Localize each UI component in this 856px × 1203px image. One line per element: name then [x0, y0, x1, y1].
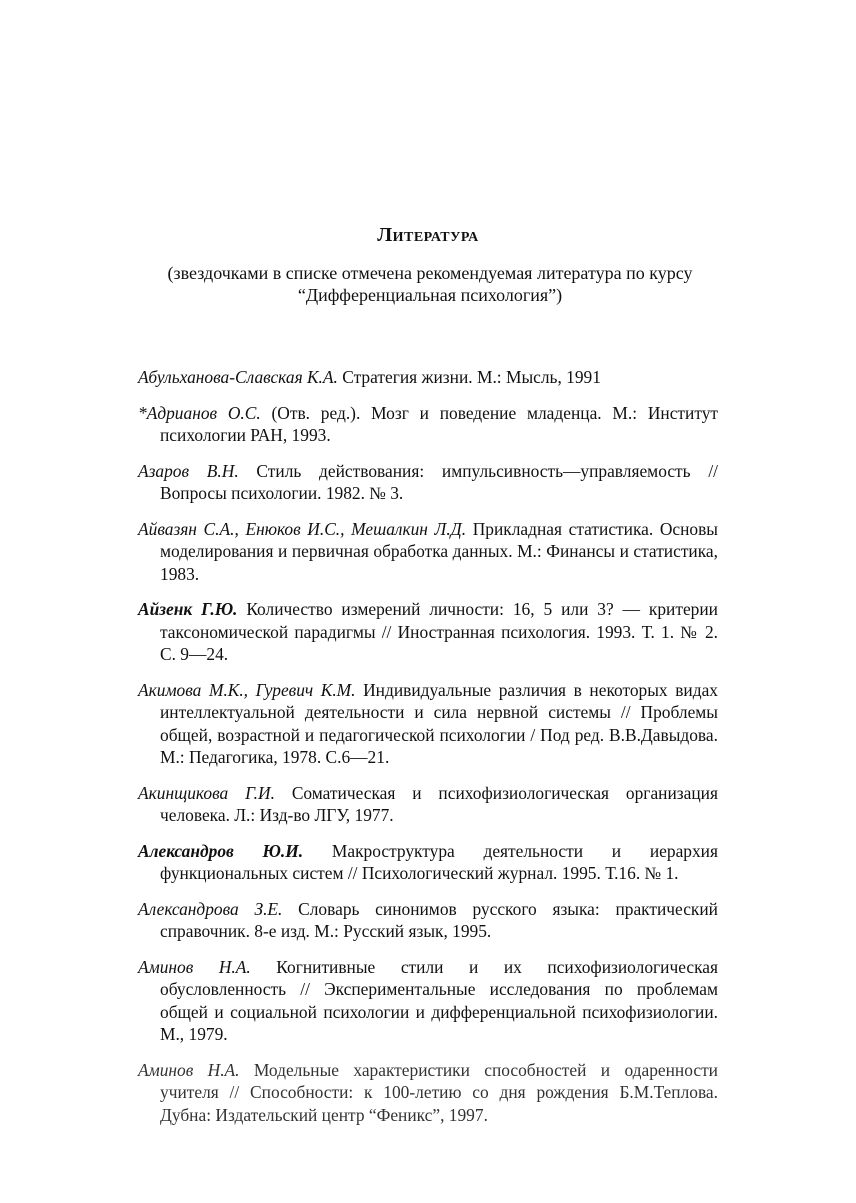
reference-authors: Александров Ю.И.: [138, 840, 304, 861]
reference-authors: Акинщикова Г.И.: [138, 782, 275, 803]
reference-item: [138, 956, 718, 1046]
reference-item: [138, 518, 718, 586]
reference-authors: Айвазян С.А., Енюков И.С., Мешалкин Л.Д.: [138, 518, 467, 539]
reference-item: [138, 366, 718, 389]
reference-item: [138, 898, 718, 943]
reference-text: Словарь синонимов русского языка: практический справочник. 8-е изд. М.: Русский язык, 1995.: [160, 898, 718, 941]
page-title: Литература: [377, 224, 479, 246]
reference-authors: Абульханова-Славская К.А.: [138, 367, 338, 387]
reference-item: [138, 840, 718, 885]
reference-authors: Айзенк Г.Ю.: [138, 599, 238, 619]
reference-text: Количество измерений личности: 16, 5 или 3? — критерии таксономической парадигмы // Иностранная психология. 1993. Т. 1. № 2. С. 9—24.: [160, 599, 718, 664]
reference-text: Модельные характеристики способностей и одаренности учителя // Способности: к 100-летию со дня рождения Б.М.Теплова. Дубна: Издательский центр “Феникс”, 1997.: [160, 1059, 718, 1125]
reference-text: Прикладная статистика. Основы моделирования и первичная обработка данных. М.: Финансы и статистика, 1983.: [160, 518, 718, 584]
reference-authors: Азаров В.Н.: [138, 460, 239, 481]
reference-authors: Акимова М.К., Гуревич К.М.: [138, 679, 356, 700]
reference-item: [138, 402, 718, 447]
page-subtitle: (звездочками в списке отмечена рекомендуемая литература по курсу “Дифференциальная психология”): [167, 263, 693, 305]
reference-item: [138, 1059, 718, 1127]
reference-item: [138, 782, 718, 827]
reference-text: Макроструктура деятельности и иерархия функциональных систем // Психологический журнал. 1995. Т.16. № 1.: [160, 840, 718, 883]
reference-authors: Аминов Н.А.: [138, 956, 251, 977]
reference-item: [138, 460, 718, 505]
reference-text: Индивидуальные различия в некоторых видах интеллектуальной деятельности и сила нервной системы // Проблемы общей, возрастной и педагогической психологии / Под ред. В.В.Давыдова. М.: Педагогика, 1978. С.6—21.: [160, 679, 718, 767]
reference-list: [138, 366, 718, 1139]
reference-text: Стиль действования: импульсивность—управляемость // Вопросы психологии. 1982. № 3.: [160, 460, 718, 503]
reference-authors: Аминов Н.А.: [138, 1059, 240, 1080]
reference-authors: Александрова З.Е.: [138, 898, 283, 919]
reference-text: Соматическая и психофизиологическая организация человека. Л.: Изд-во ЛГУ, 1977.: [160, 782, 718, 825]
reference-text: Когнитивные стили и их психофизиологическая обусловленность // Экспериментальные исследования по проблемам общей и социальной психологии и дифференциальной психофизиологии. М., 1979.: [160, 956, 718, 1044]
reference-authors: *Адрианов О.С.: [138, 402, 261, 423]
reference-item: [138, 598, 718, 666]
reference-text: Стратегия жизни. М.: Мысль, 1991: [342, 367, 601, 387]
reference-item: [138, 679, 718, 769]
reference-text: (Отв. ред.). Мозг и поведение младенца. М.: Институт психологии РАН, 1993.: [160, 402, 718, 445]
